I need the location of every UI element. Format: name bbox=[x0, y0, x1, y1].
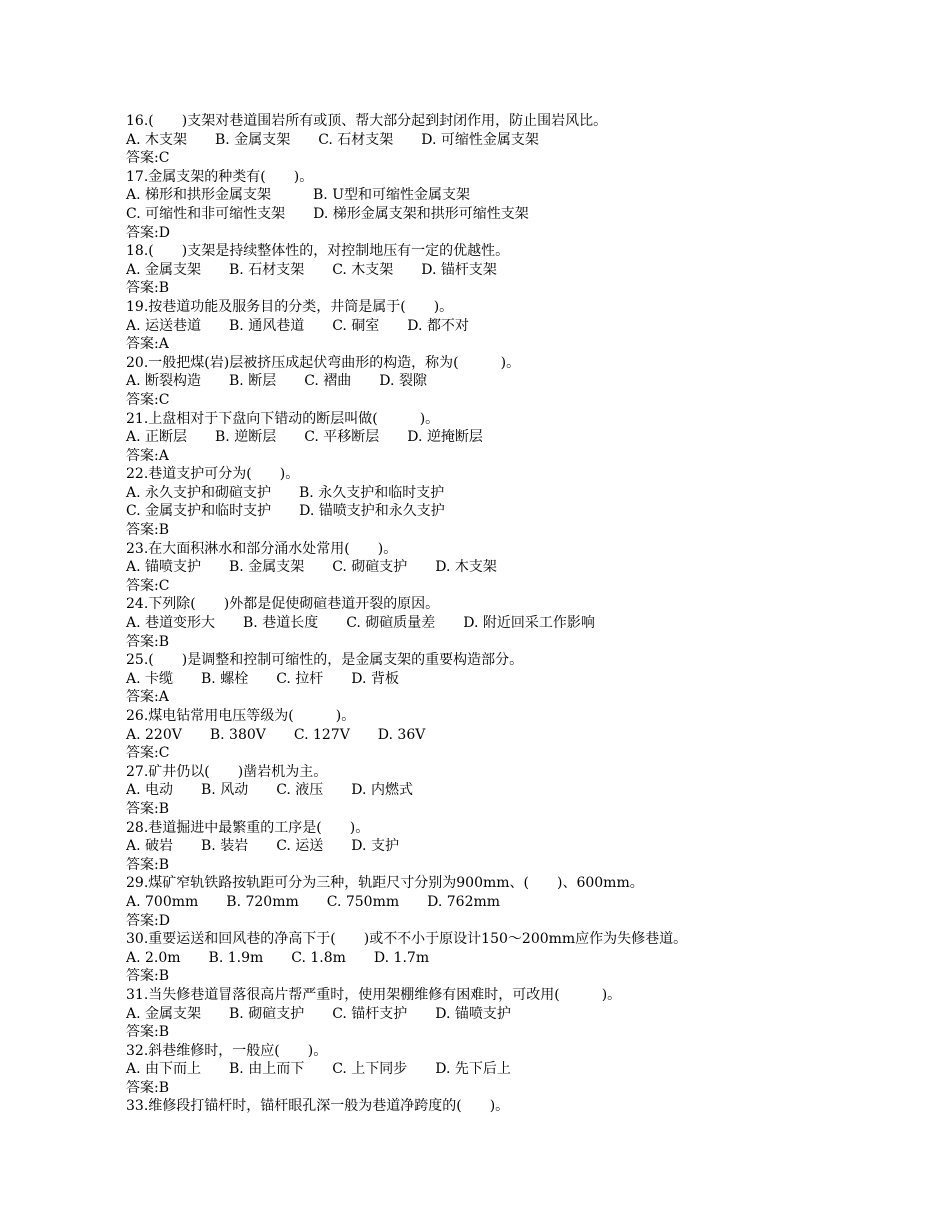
question-line: 30.重要运送和回风巷的净高下于( )或不不小于原设计150～200mm应作为失修巷道。 bbox=[126, 931, 688, 948]
options-line: A. 巷道变形大 B. 巷道长度 C. 砌碹质量差 D. 附近回采工作影响 bbox=[126, 615, 595, 632]
answer-line: 答案:A bbox=[126, 689, 169, 706]
question-line: 29.煤矿窄轨铁路按轨距可分为三种，轨距尺寸分别为900mm、( )、600mm。 bbox=[126, 875, 644, 892]
options-line: C. 金属支护和临时支护 D. 锚喷支护和永久支护 bbox=[126, 503, 445, 520]
document-page bbox=[126, 112, 846, 1116]
question-line: 26.煤电钻常用电压等级为( )。 bbox=[126, 708, 356, 724]
question-line: 21.上盘相对于下盘向下错动的断层叫做( )。 bbox=[126, 410, 440, 427]
question-line: 22.巷道支护可分为( )。 bbox=[126, 466, 300, 483]
question-line: 31.当失修巷道冒落很高片帮严重时，使用架棚维修有困难时，可改用( )。 bbox=[126, 986, 622, 1003]
answer-line: 答案:B bbox=[126, 1079, 170, 1096]
question-line: 27.矿井仍以( )凿岩机为主。 bbox=[126, 763, 328, 780]
options-line: A. 由下而上 B. 由上而下 C. 上下同步 D. 先下后上 bbox=[126, 1061, 511, 1078]
question-line: 32.斜巷维修时，一般应( )。 bbox=[126, 1042, 328, 1059]
answer-line: 答案:B bbox=[126, 280, 170, 297]
options-line: A. 正断层 B. 逆断层 C. 平移断层 D. 逆掩断层 bbox=[126, 429, 483, 446]
options-line: A. 电动 B. 风动 C. 液压 D. 内燃式 bbox=[126, 782, 413, 799]
question-line: 33.维修段打锚杆时，锚杆眼孔深一般为巷道净跨度的( )。 bbox=[126, 1098, 510, 1115]
options-line: A. 金属支架 B. 砌碹支护 C. 锚杆支护 D. 锚喷支护 bbox=[126, 1005, 511, 1022]
answer-line: 答案:C bbox=[126, 577, 170, 594]
answer-line: 答案:B bbox=[126, 800, 170, 817]
options-line: C. 可缩性和非可缩性支架 D. 梯形金属支架和拱形可缩性支架 bbox=[126, 205, 529, 222]
options-line: A. 永久支护和砌碹支护 B. 永久支护和临时支护 bbox=[126, 484, 445, 501]
answer-line: 答案:B bbox=[126, 968, 170, 985]
options-line: A. 卡缆 B. 螺栓 C. 拉杆 D. 背板 bbox=[126, 670, 399, 687]
options-line: A. 木支架 B. 金属支架 C. 石材支架 D. 可缩性金属支架 bbox=[126, 131, 539, 148]
answer-line: 答案:B bbox=[126, 522, 170, 539]
question-line: 25.( )是调整和控制可缩性的，是金属支架的重要构造部分。 bbox=[126, 652, 524, 669]
answer-line: 答案:C bbox=[126, 745, 170, 762]
options-line: A. 运送巷道 B. 通风巷道 C. 硐室 D. 都不对 bbox=[126, 317, 469, 334]
answer-line: 答案:B bbox=[126, 856, 170, 873]
answer-line: 答案:D bbox=[126, 912, 170, 929]
options-line: A. 破岩 B. 装岩 C. 运送 D. 支护 bbox=[126, 838, 399, 855]
options-line: A. 断裂构造 B. 断层 C. 褶曲 D. 裂隙 bbox=[126, 373, 427, 390]
options-line: A. 金属支架 B. 石材支架 C. 木支架 D. 锚杆支架 bbox=[126, 261, 497, 278]
answer-line: 答案:A bbox=[126, 336, 169, 353]
question-line: 24.下列除( )外都是促使砌碹巷道开裂的原因。 bbox=[126, 596, 440, 613]
question-line: 16.( )支架对巷道围岩所有或顶、帮大部分起到封闭作用，防止围岩风比。 bbox=[126, 113, 608, 129]
options-line: A. 700mm B. 720mm C. 750mm D. 762mm bbox=[126, 893, 501, 910]
options-line: A. 梯形和拱形金属支架 B. U型和可缩性金属支架 bbox=[126, 187, 470, 204]
question-line: 23.在大面积淋水和部分涌水处常用( )。 bbox=[126, 540, 398, 557]
question-line: 20.一般把煤(岩)层被挤压成起伏弯曲形的构造，称为( )。 bbox=[126, 354, 521, 371]
options-line: A. 锚喷支护 B. 金属支架 C. 砌碹支护 D. 木支架 bbox=[126, 559, 497, 576]
question-line: 18.( )支架是持续整体性的，对控制地压有一定的优越性。 bbox=[126, 243, 510, 260]
answer-line: 答案:B bbox=[126, 1024, 170, 1041]
answer-line: 答案:A bbox=[126, 447, 169, 464]
question-line: 28.巷道掘进中最繁重的工序是( )。 bbox=[126, 819, 370, 836]
answer-line: 答案:C bbox=[126, 391, 170, 408]
options-line: A. 2.0m B. 1.9m C. 1.8m D. 1.7m bbox=[126, 949, 430, 966]
question-line: 17.金属支架的种类有( )。 bbox=[126, 168, 314, 185]
answer-line: 答案:D bbox=[126, 224, 170, 241]
answer-line: 答案:B bbox=[126, 633, 170, 650]
options-line: A. 220V B. 380V C. 127V D. 36V bbox=[126, 726, 426, 743]
question-line: 19.按巷道功能及服务目的分类，井筒是属于( )。 bbox=[126, 298, 454, 315]
answer-line: 答案:C bbox=[126, 150, 170, 167]
